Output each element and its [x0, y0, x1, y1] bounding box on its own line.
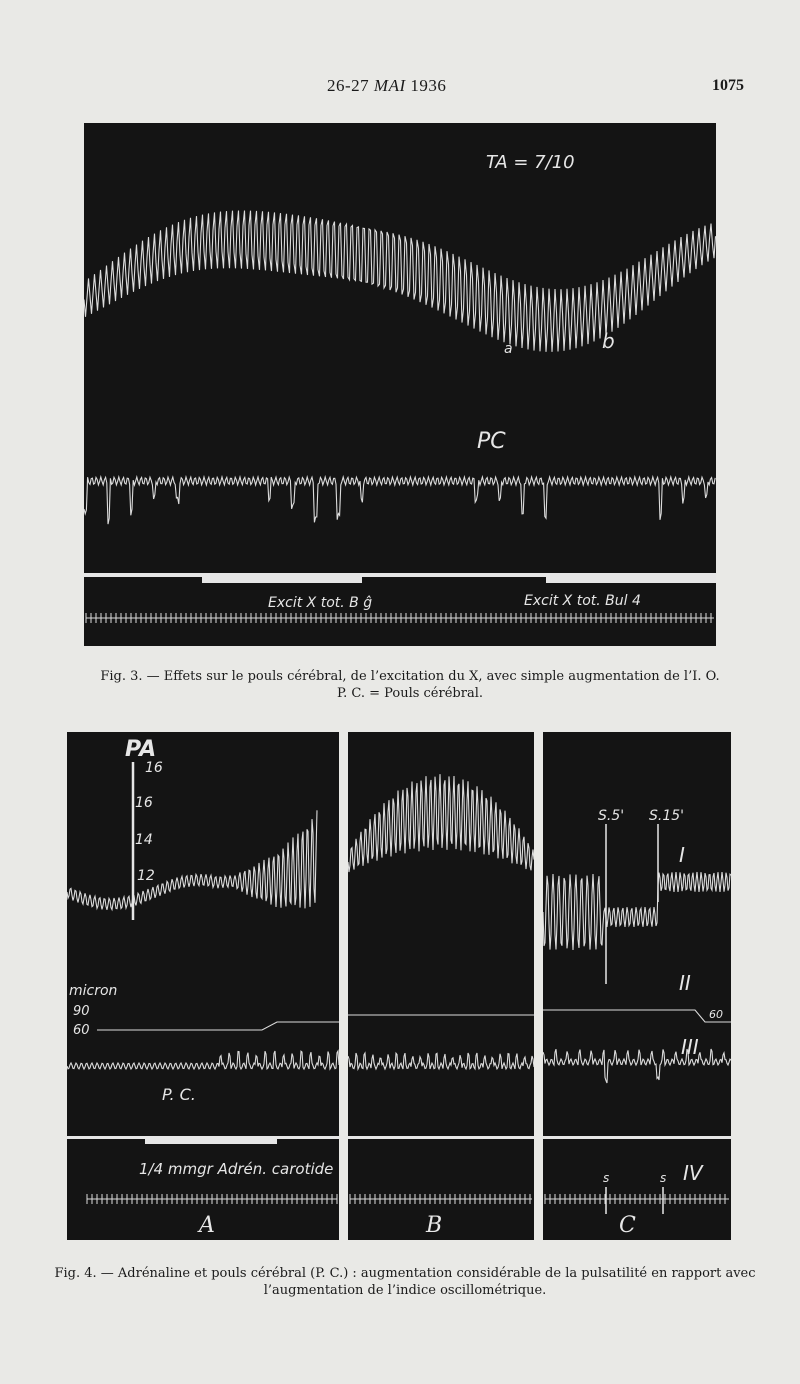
excitation-label-2: Excit X tot. Bul 4 — [524, 593, 641, 609]
panel-a-oscillometer-line — [97, 1022, 339, 1030]
intraocular-pulse-trace — [84, 211, 716, 352]
header-date: 26-27 MAI 1936 — [327, 76, 447, 95]
running-header — [0, 74, 800, 104]
panel-c-letter: C — [619, 1213, 636, 1238]
excitation-marker-1 — [202, 573, 362, 583]
panel-a-pc-label: P. C. — [162, 1085, 196, 1104]
roman-i: I — [679, 843, 685, 867]
page-number: 1075 — [712, 77, 744, 94]
figure-4-panel-a — [67, 732, 339, 1240]
panel-b-time-ticks — [350, 1194, 532, 1204]
panel-b-pressure-trace — [348, 774, 534, 872]
figure-4-panel-c — [543, 732, 731, 1240]
micron-90: 90 — [73, 1004, 90, 1019]
s-left-label: s — [603, 1171, 610, 1185]
figure-4-panel-b — [348, 732, 534, 1240]
panel-a-cerebral-pulse-trace — [67, 1051, 339, 1069]
panel-a-time-ticks — [87, 1194, 337, 1204]
panel-c-time-ticks — [545, 1194, 729, 1204]
s5-label: S.5' — [598, 808, 625, 824]
cerebral-pulse-trace — [84, 477, 715, 524]
roman-iv: IV — [683, 1161, 703, 1185]
s-right-label: s — [660, 1171, 667, 1185]
figure-3-caption-line-2: P. C. = Pouls cérébral. — [337, 686, 483, 701]
s15-label: S.15' — [649, 808, 684, 824]
pa-scale-3: 14 — [135, 832, 153, 848]
roman-iii: III — [681, 1035, 699, 1059]
panel-b-signal-line — [348, 1136, 534, 1139]
panel-c-oscillometer-line — [543, 1010, 731, 1022]
figure-4-caption — [40, 1265, 770, 1299]
panel-c-signal-line — [543, 1136, 731, 1139]
ta-annotation: TA = 7/10 — [486, 152, 575, 173]
pa-scale-1: 16 — [145, 760, 163, 776]
micron-60: 60 — [73, 1023, 90, 1038]
figure-4-caption-line-1: Fig. 4. — Adrénaline et pouls cérébral (P. C.) : augmentation considérable de la pulsatilité en rapport avec — [54, 1266, 756, 1281]
injection-marker — [145, 1136, 277, 1144]
injection-label: 1/4 mmgr Adrén. carotide — [139, 1160, 334, 1178]
roman-ii: II — [679, 971, 691, 995]
panel-a-letter: A — [199, 1213, 215, 1238]
panel-a-pressure-trace — [67, 810, 317, 910]
figure-3-photo — [84, 123, 716, 646]
figure-3-caption — [60, 668, 760, 702]
excitation-marker-2 — [546, 573, 716, 583]
panel-c-pressure-trace — [543, 872, 731, 950]
figure-3-caption-line-1: Fig. 3. — Effets sur le pouls cérébral, de l’excitation du X, avec simple augmentation de l’I. O. — [100, 669, 720, 684]
pa-scale-2: 16 — [135, 795, 153, 811]
time-marker-ticks — [86, 613, 714, 623]
pa-scale-4: 12 — [137, 868, 155, 884]
mark-a: a — [504, 341, 513, 357]
pa-label: PA — [125, 737, 157, 762]
figure-4-caption-line-2: l’augmentation de l’indice oscillométrique. — [263, 1283, 547, 1298]
panel-b-letter: B — [426, 1213, 443, 1238]
sixty-label: 60 — [709, 1008, 723, 1021]
panel-c-cerebral-pulse-trace — [543, 1049, 731, 1083]
panel-b-cerebral-pulse-trace — [348, 1053, 534, 1069]
mark-b: b — [602, 329, 615, 353]
excitation-label-1: Excit X tot. B ĝ — [268, 595, 373, 611]
pc-label: PC — [477, 429, 506, 454]
micron-label: micron — [69, 983, 118, 999]
